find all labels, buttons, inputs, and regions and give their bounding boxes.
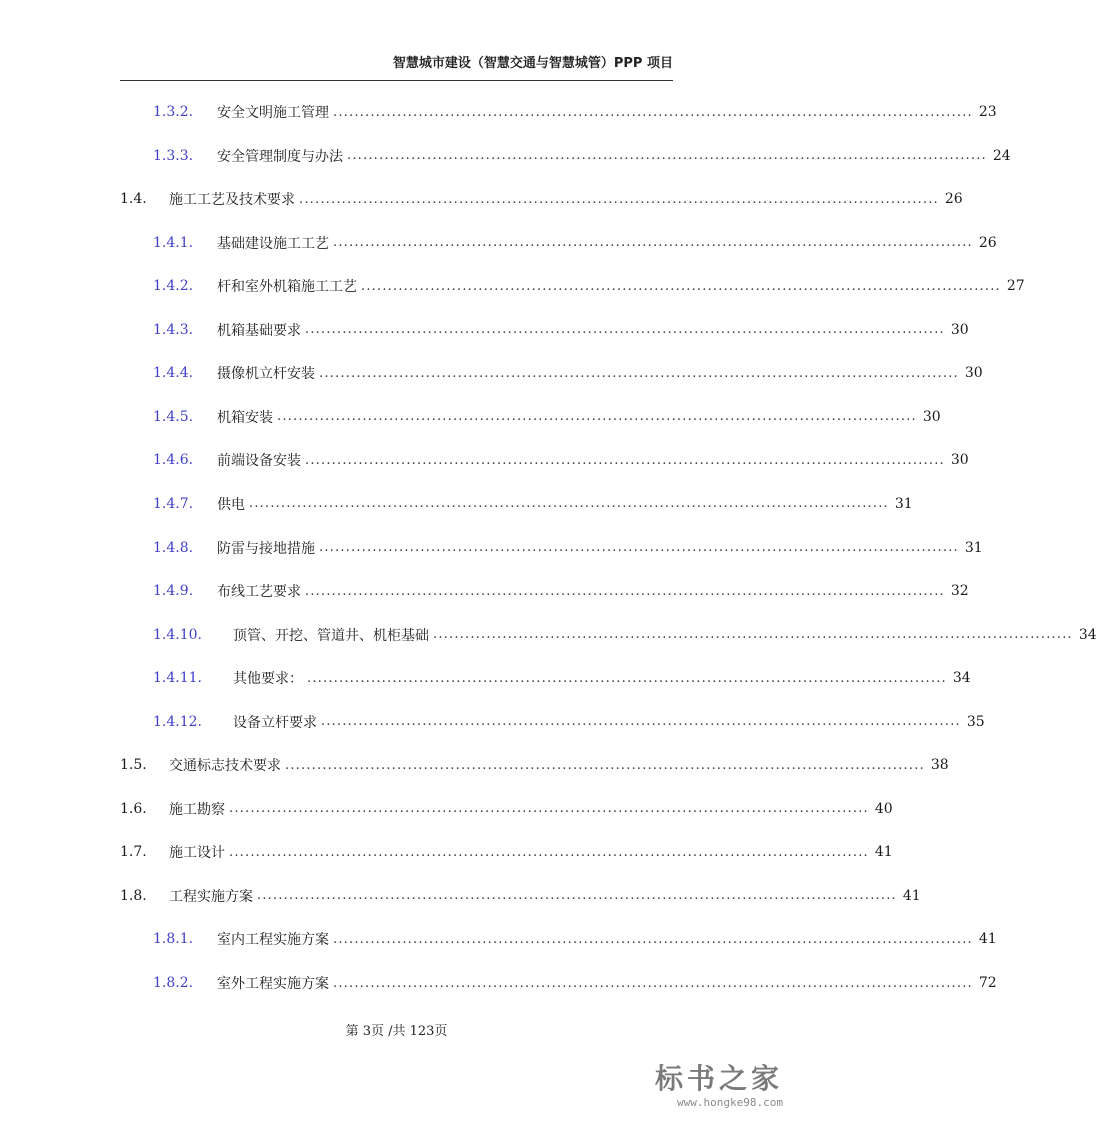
toc-entry-number: 1.4.7. [153,495,194,512]
toc-entry-page: 26 [944,191,963,208]
toc-entry[interactable] [120,841,893,863]
toc-entry-page: 31 [964,539,983,556]
toc-entry-page: 41 [978,931,997,948]
toc-leader-dots: ........................................................................................................................ [249,496,889,512]
toc-entry-number: 1.4.12. [153,713,202,730]
toc-leader-dots: ........................................................................................................................ [319,540,959,555]
toc-leader-dots: ........................................................................................................................ [229,801,869,817]
toc-entry-number: 1.4.11. [153,670,202,687]
page-number: 第 3页 /共 123页 [345,1024,448,1039]
toc-leader-dots: ........................................................................................................................ [347,148,987,164]
toc-leader-dots: ........................................................................................................................ [277,409,917,425]
toc-leader-dots: ........................................................................................................................ [257,888,897,904]
toc-entry-page: 30 [950,321,969,338]
toc-entry[interactable] [153,319,969,341]
toc-leader-dots: ........................................................................................................................ [333,235,973,251]
toc-entry-number: 1.4.8. [153,539,194,556]
toc-entry[interactable] [153,145,1011,167]
toc-entry-title: 设备立杆要求 [233,714,317,731]
toc-entry-title: 施工勘察 [169,801,225,818]
toc-entry[interactable] [153,406,941,428]
watermark-logo: 标书之家 [654,1062,783,1095]
toc-entry-page: 24 [992,147,1011,164]
toc-leader-dots: ........................................................................................................................ [299,191,939,207]
toc-entry[interactable] [120,798,893,820]
toc-entry-number: 1.6. [120,800,147,817]
toc-leader-dots: ........................................................................................................................ [333,975,973,991]
toc-entry[interactable] [153,275,1025,297]
toc-leader-dots: ........................................................................................................................ [229,844,869,860]
toc-entry-page: 40 [874,800,893,817]
toc-entry[interactable] [153,232,997,254]
document-title: 智慧城市建设（智慧交通与智慧城管）PPP 项目 [392,56,673,71]
watermark [593,1062,783,1117]
toc-entry-title: 室内工程实施方案 [217,932,329,949]
toc-entry-title: 施工设计 [169,845,225,862]
toc-entry-title: 安全文明施工管理 [217,105,329,121]
toc-entry-number: 1.4.1. [153,234,194,251]
toc-entry-page: 38 [930,757,949,774]
toc-entry-number: 1.4.6. [153,452,194,469]
toc-leader-dots: ........................................................................................................................ [433,627,1073,643]
toc-entry-page: 30 [964,365,983,382]
toc-entry-page: 41 [902,887,921,904]
toc-entry[interactable] [153,624,1097,646]
toc-entry-page: 41 [874,844,893,861]
toc-entry-title: 基础建设施工工艺 [217,235,329,252]
toc-entry[interactable] [153,667,971,689]
toc-entry-title: 其他要求： [233,671,303,688]
toc-entry-title: 杆和室外机箱施工工艺 [217,279,357,296]
toc-entry[interactable] [153,711,985,733]
toc-entry-number: 1.4.3. [153,321,194,338]
toc-entry-page: 26 [978,234,997,251]
toc-entry-page: 72 [978,975,997,991]
toc-entry[interactable] [153,362,983,384]
toc-entry-number: 1.4.9. [153,583,194,600]
toc-entry-title: 布线工艺要求 [217,584,301,601]
toc-entry-title: 顶管、开挖、管道井、机柜基础 [233,627,429,644]
toc-entry-title: 施工工艺及技术要求 [169,192,295,209]
toc-entry[interactable] [153,928,997,950]
toc-entry-title: 工程实施方案 [169,888,253,905]
toc-entry[interactable] [120,885,921,907]
toc-leader-dots: ........................................................................................................................ [305,322,945,338]
toc-entry-page: 30 [922,408,941,425]
toc-entry-title: 机箱基础要求 [217,322,301,339]
toc-entry-page: 30 [950,452,969,469]
toc-entry[interactable] [153,537,983,559]
toc-leader-dots: ........................................................................................................................ [333,931,973,947]
toc-entry-page: 31 [894,495,913,512]
toc-entry-number: 1.4. [120,191,147,208]
toc-entry-page: 35 [966,713,985,730]
toc-entry-title: 前端设备安装 [217,453,301,470]
toc-entry-title: 室外工程实施方案 [217,976,329,992]
toc-entry[interactable] [153,101,997,123]
toc-entry[interactable] [153,580,969,602]
toc-entry-title: 摄像机立杆安装 [217,366,315,383]
toc-entry[interactable] [153,972,997,994]
toc-entry-number: 1.4.10. [153,626,202,643]
toc-entry[interactable] [120,188,963,210]
toc-entry-page: 34 [952,670,971,687]
toc-entry-number: 1.3.2. [153,104,194,120]
toc-leader-dots: ........................................................................................................................ [307,670,947,686]
toc-entry-number: 1.8.2. [153,975,194,991]
toc-entry-page: 27 [1006,278,1025,295]
toc-entry-number: 1.8. [120,887,147,904]
toc-entry-page: 32 [950,583,969,600]
toc-entry-number: 1.4.2. [153,278,194,295]
toc-leader-dots: ........................................................................................................................ [305,583,945,599]
toc-entry[interactable] [153,493,913,515]
toc-entry-page: 34 [1078,626,1097,643]
toc-entry-number: 1.5. [120,757,147,774]
toc-entry-number: 1.4.5. [153,408,194,425]
toc-entry-number: 1.8.1. [153,931,194,948]
toc-leader-dots: ........................................................................................................................ [321,714,961,730]
toc-entry-page: 23 [978,104,997,120]
toc-entry-number: 1.7. [120,844,147,861]
toc-entry-title: 安全管理制度与办法 [217,148,343,165]
toc-leader-dots: ........................................................................................................................ [285,757,925,773]
toc-leader-dots: ........................................................................................................................ [333,104,973,120]
toc-entry-title: 机箱安装 [217,409,273,426]
toc-entry[interactable] [120,754,949,776]
toc-entry[interactable] [153,449,969,471]
toc-entry-title: 防雷与接地措施 [217,540,315,557]
toc-entry-number: 1.3.3. [153,147,194,164]
toc-leader-dots: ........................................................................................................................ [305,452,945,468]
watermark-url: www.hongke98.com [677,1096,783,1109]
toc-entry-title: 供电 [217,496,245,513]
toc-leader-dots: ........................................................................................................................ [361,278,1001,294]
toc-entry-number: 1.4.4. [153,365,194,382]
toc-leader-dots: ........................................................................................................................ [319,365,959,381]
toc-entry-title: 交通标志技术要求 [169,758,281,775]
